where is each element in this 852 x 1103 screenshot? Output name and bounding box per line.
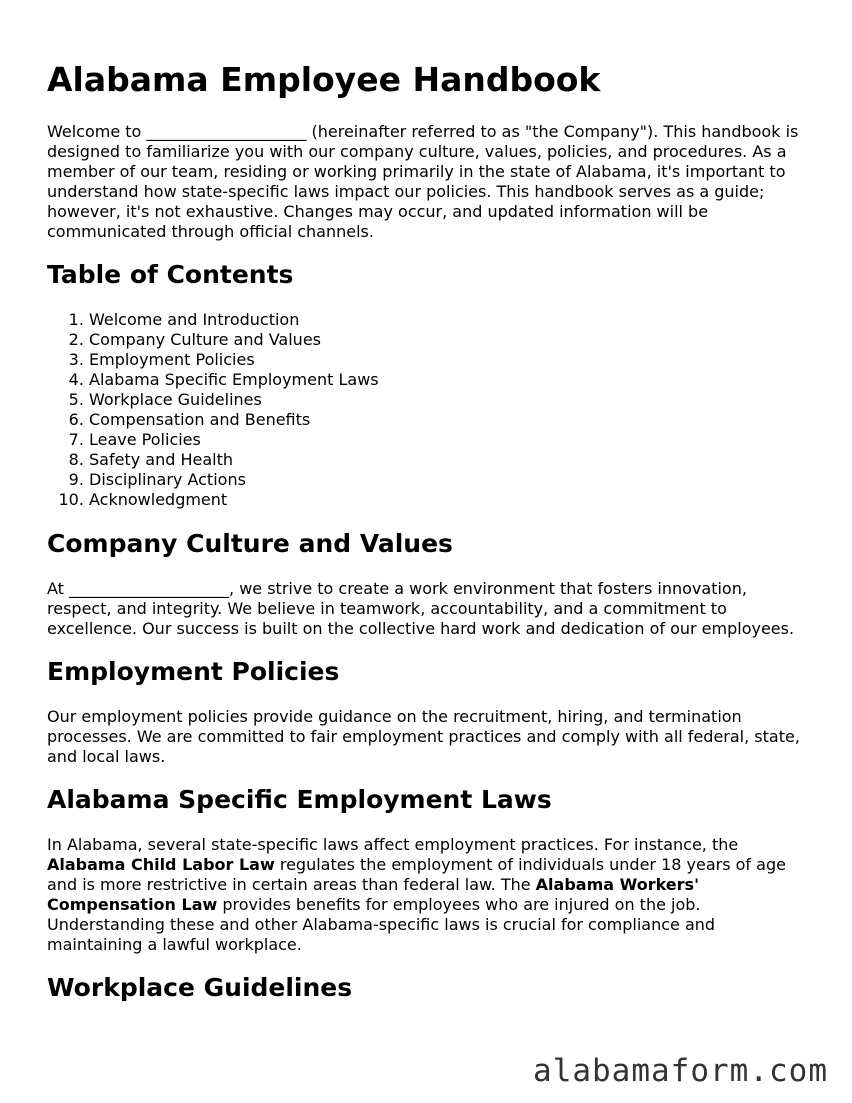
policies-heading: Employment Policies — [47, 657, 340, 686]
toc-item: 1. Welcome and Introduction — [89, 310, 807, 330]
document-page — [47, 56, 807, 1023]
toc-item: 10. Acknowledgment — [89, 490, 807, 510]
toc-list — [47, 310, 807, 510]
culture-heading: Company Culture and Values — [47, 529, 453, 558]
toc-item: 3. Employment Policies — [89, 350, 807, 370]
toc-item: 7. Leave Policies — [89, 430, 807, 450]
guidelines-heading: Workplace Guidelines — [47, 973, 353, 1002]
page-title: Alabama Employee Handbook — [47, 60, 601, 99]
culture-paragraph: At ____________________, we strive to create a work environment that fosters innovation, respect, and integrity. We believe in teamwork, accountability, and a commitment to excellence. Our success is built on the collective hard work and dedication of our employees. — [47, 579, 795, 638]
toc-item: 8. Safety and Health — [89, 450, 807, 470]
toc-item: 9. Disciplinary Actions — [89, 470, 807, 490]
policies-paragraph: Our employment policies provide guidance on the recruitment, hiring, and termination processes. We are committed to fair employment practices and comply with all federal, state, and local laws. — [47, 707, 800, 766]
toc-item: 5. Workplace Guidelines — [89, 390, 807, 410]
laws-text-3: provides benefits for employees who are injured on the job. Understanding these and other Alabama-specific laws is crucial for compliance and maintaining a lawful workplace. — [47, 895, 716, 954]
laws-text-2: regulates the employment of individuals under 18 years of age and is more restrictive in certain areas than federal law. The — [47, 855, 786, 894]
laws-heading: Alabama Specific Employment Laws — [47, 785, 552, 814]
workers-compensation-law: Alabama Workers' Compensation Law — [47, 875, 699, 914]
laws-text-1: In Alabama, several state-specific laws affect employment practices. For instance, the — [47, 835, 739, 854]
intro-paragraph: Welcome to ____________________ (hereinafter referred to as "the Company"). This handbook is designed to familiarize you with our company culture, values, policies, and procedures. As a member of our team, residing or working primarily in the state of Alabama, it's important to understand how state-specific laws impact our policies. This handbook serves as a guide; however, it's not exhaustive. Changes may occur, and updated information will be communicated through official channels. — [47, 122, 799, 241]
child-labor-law: Alabama Child Labor Law — [47, 855, 275, 874]
laws-paragraph — [47, 835, 807, 955]
toc-heading: Table of Contents — [47, 260, 294, 289]
toc-item: 4. Alabama Specific Employment Laws — [89, 370, 807, 390]
toc-item: 2. Company Culture and Values — [89, 330, 807, 350]
watermark: alabamaform.com — [533, 1053, 828, 1089]
toc-item: 6. Compensation and Benefits — [89, 410, 807, 430]
